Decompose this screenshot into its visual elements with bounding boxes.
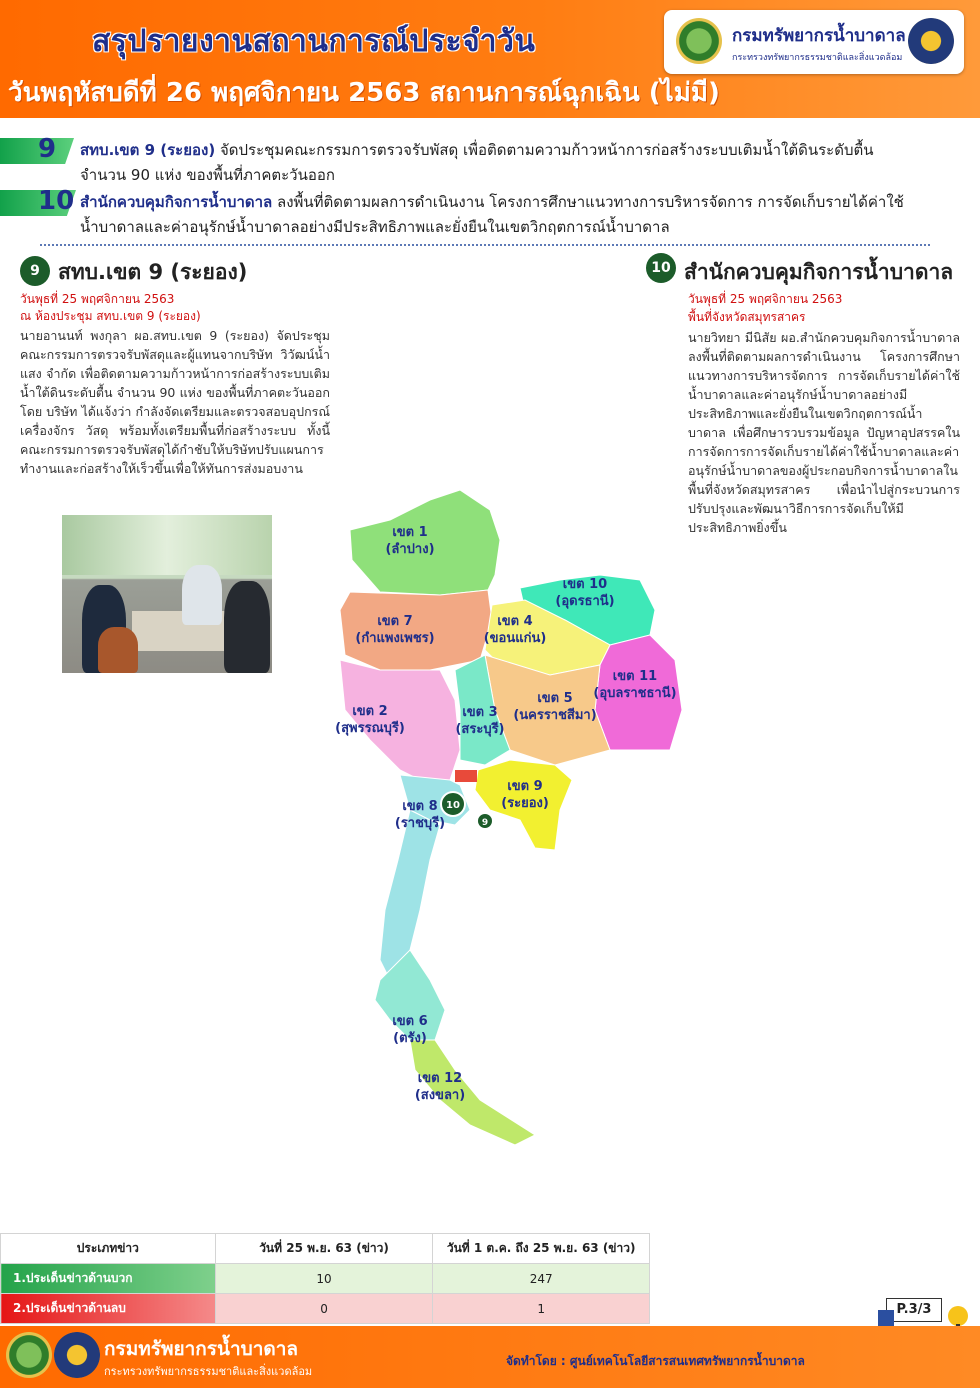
story-place: พื้นที่จังหวัดสมุทรสาคร — [688, 310, 806, 324]
map-marker-10-label: 10 — [446, 800, 460, 811]
department-seal-icon — [676, 18, 722, 64]
row-total-count: 1 — [433, 1294, 650, 1324]
table-row-positive — [1, 1264, 650, 1294]
row-label: 2.ประเด็นข่าวด้านลบ — [1, 1294, 216, 1324]
map-marker-9-label: 9 — [481, 818, 489, 828]
map-region-label: เขต 3 — [462, 705, 498, 720]
bangkok-area — [455, 770, 477, 782]
royal-emblem-icon — [908, 18, 954, 64]
thailand-region-map — [310, 480, 710, 1160]
table-header-row — [1, 1234, 650, 1264]
story-date: วันพุธที่ 25 พฤศจิกายน 2563 — [688, 292, 843, 306]
news-stats-table — [0, 1233, 650, 1324]
department-name: กรมทรัพยากรน้ำบาดาล — [732, 26, 906, 46]
story-number-badge: 9 — [20, 256, 50, 286]
map-region-label: เขต 4 — [497, 614, 533, 629]
meeting-photo — [62, 515, 272, 673]
department-seal-icon — [6, 1332, 52, 1378]
footer-department-name: กรมทรัพยากรน้ำบาดาล — [104, 1338, 299, 1360]
map-region-label: เขต 12 — [417, 1071, 463, 1086]
footer-ministry-name: กระทรวงทรัพยากรธรรมชาติและสิ่งแวดล้อม — [104, 1365, 313, 1378]
royal-emblem-icon — [54, 1332, 100, 1378]
summary-line: ลงพื้นที่ติดตามผลการดำเนินงาน โครงการศึกษาแนวทางการบริหารจัดการ การจัดเก็บรายได้ค่าใช้ — [277, 193, 904, 211]
row-label: 1.ประเด็นข่าวด้านบวก — [1, 1264, 216, 1294]
story-title: สำนักควบคุมกิจการน้ำบาดาล — [684, 260, 954, 284]
story-body: นายวิทยา มีนิสัย ผอ.สำนักควบคุมกิจการน้ำบาดาล ลงพื้นที่ติดตามผลการดำเนินงาน โครงการศึกษาแนวทางการบริหารจัดการ การจัดเก็บรายได้ค่าใช้น้ำบาดาลและค่าอนุรักษ์น้ำบาดาลอย่างมีประสิทธิภาพและยั่งยืนในเขตวิกฤตการณ์น้ำบาดาล เพื่อศึกษารวบรวมข้อมูล ปัญหาอุปสรรคในการจัดการการจัดเก็บรายได้ค่าใช้น้ำบาดาลและค่าอนุรักษ์น้ำบาดาลของผู้ประกอบกิจการน้ำบาดาลในพื้นที่จังหวัดสมุทรสาคร เพื่อนำไปสู่กระบวนการปรับปรุงและพัฒนาวิธีการการจัดเก็บให้มีประสิทธิภาพยิ่งขึ้น — [688, 330, 960, 535]
map-region-sublabel: (สุพรรณบุรี) — [335, 721, 405, 736]
report-title: สรุปรายงานสถานการณ์ประจำวัน — [92, 24, 536, 59]
map-region-label: เขต 8 — [402, 799, 438, 814]
section-divider — [40, 244, 930, 246]
report-header — [0, 0, 980, 118]
map-region-sublabel: (นครราชสีมา) — [513, 708, 597, 723]
map-region-label: เขต 2 — [352, 704, 388, 719]
map-region-label: เขต 7 — [377, 614, 413, 629]
col-header-day: วันที่ 25 พ.ย. 63 (ข่าว) — [215, 1234, 433, 1264]
report-subtitle: วันพฤหัสบดีที่ 26 พฤศจิกายน 2563 สถานการณ์ฉุกเฉิน (ไม่มี) — [8, 78, 720, 108]
map-region-label: เขต 9 — [507, 779, 543, 794]
map-region-sublabel: (กำแพงเพชร) — [355, 631, 435, 646]
table-row-negative — [1, 1294, 650, 1324]
map-region-sublabel: (ลำปาง) — [385, 542, 435, 557]
department-badge — [664, 10, 964, 74]
summary-number: 10 — [38, 186, 75, 216]
story-title: สทบ.เขต 9 (ระยอง) — [58, 260, 248, 284]
summary-lead: สทบ.เขต 9 (ระยอง) — [80, 141, 216, 159]
map-region-label: เขต 1 — [392, 525, 428, 540]
map-region-sublabel: (ราชบุรี) — [394, 816, 446, 831]
map-region-sublabel: (ขอนแก่น) — [483, 631, 547, 646]
summary-line: น้ำบาดาลและค่าอนุรักษ์น้ำบาดาลอย่างมีประสิทธิภาพและยั่งยืนในเขตวิกฤตการณ์น้ำบาดาล — [80, 218, 670, 236]
map-region-sublabel: (อุบลราชธานี) — [593, 686, 677, 701]
story-body: นายอานนท์ พงกุลา ผอ.สทบ.เขต 9 (ระยอง) จัดประชุมคณะกรรมการตรวจรับพัสดุและผู้แทนจากบริษัท วิวัฒน์น้ำแสง จำกัด เพื่อติดตามความก้าวหน้าการก่อสร้างระบบเติมน้ำใต้ดินระดับตื้น จำนวน 90 แห่ง ของพื้นที่ภาคตะวันออก โดย บริษัท ได้แจ้งว่า กำลังจัดเตรียมและตรวจสอบอุปกรณ์ เครื่องจักร วัสดุ พร้อมทั้งเตรียมพื้นที่ก่อสร้างระบบ ทั้งนี้ คณะกรรมการตรวจรับพัสดุได้กำชับให้บริษัทปรับแผนการทำงานและก่อสร้างให้เร็วขึ้นเพื่อให้ทันการส่งมอบงาน — [20, 328, 330, 476]
summary-number: 9 — [38, 134, 57, 164]
col-header-type: ประเภทข่าว — [1, 1234, 216, 1264]
page-number: P.3/3 — [886, 1298, 942, 1322]
map-region-sublabel: (ตรัง) — [393, 1031, 427, 1046]
summary-text — [80, 190, 940, 240]
map-region-sublabel: (ระยอง) — [501, 796, 549, 811]
col-header-total: วันที่ 1 ต.ค. ถึง 25 พ.ย. 63 (ข่าว) — [433, 1234, 650, 1264]
row-total-count: 247 — [433, 1264, 650, 1294]
summary-number-tab — [0, 138, 74, 164]
map-region-label: เขต 6 — [392, 1014, 428, 1029]
map-region-7 — [340, 590, 492, 670]
ministry-name: กระทรวงทรัพยากรธรรมชาติและสิ่งแวดล้อม — [732, 53, 903, 63]
map-region-label: เขต 11 — [612, 669, 658, 684]
map-region-label: เขต 10 — [562, 577, 608, 592]
summary-line: จำนวน 90 แห่ง ของพื้นที่ภาคตะวันออก — [80, 166, 335, 184]
story-place: ณ ห้องประชุม สทบ.เขต 9 (ระยอง) — [20, 309, 201, 323]
photo-window — [62, 515, 272, 575]
report-footer — [0, 1326, 980, 1388]
story-number-badge: 10 — [646, 253, 676, 283]
photo-banner — [98, 627, 138, 673]
summary-lead: สำนักควบคุมกิจการน้ำบาดาล — [80, 193, 273, 211]
map-region-label: เขต 5 — [537, 691, 573, 706]
map-region-sublabel: (สระบุรี) — [455, 722, 505, 737]
summary-line: จัดประชุมคณะกรรมการตรวจรับพัสดุ เพื่อติดตามความก้าวหน้าการก่อสร้างระบบเติมน้ำใต้ดินระดับตื้น — [220, 141, 874, 159]
map-region-sublabel: (สงขลา) — [414, 1088, 466, 1103]
map-region-2 — [340, 660, 460, 780]
row-day-count: 10 — [215, 1264, 433, 1294]
photo-person — [182, 565, 222, 625]
story-date: วันพุธที่ 25 พฤศจิกายน 2563 — [20, 292, 175, 306]
row-day-count: 0 — [215, 1294, 433, 1324]
photo-person — [224, 581, 270, 673]
map-region-sublabel: (อุดรธานี) — [555, 594, 615, 609]
summary-text — [80, 138, 940, 188]
footer-credit: จัดทำโดย : ศูนย์เทคโนโลยีสารสนเทศทรัพยากรน้ำบาดาล — [506, 1354, 805, 1368]
